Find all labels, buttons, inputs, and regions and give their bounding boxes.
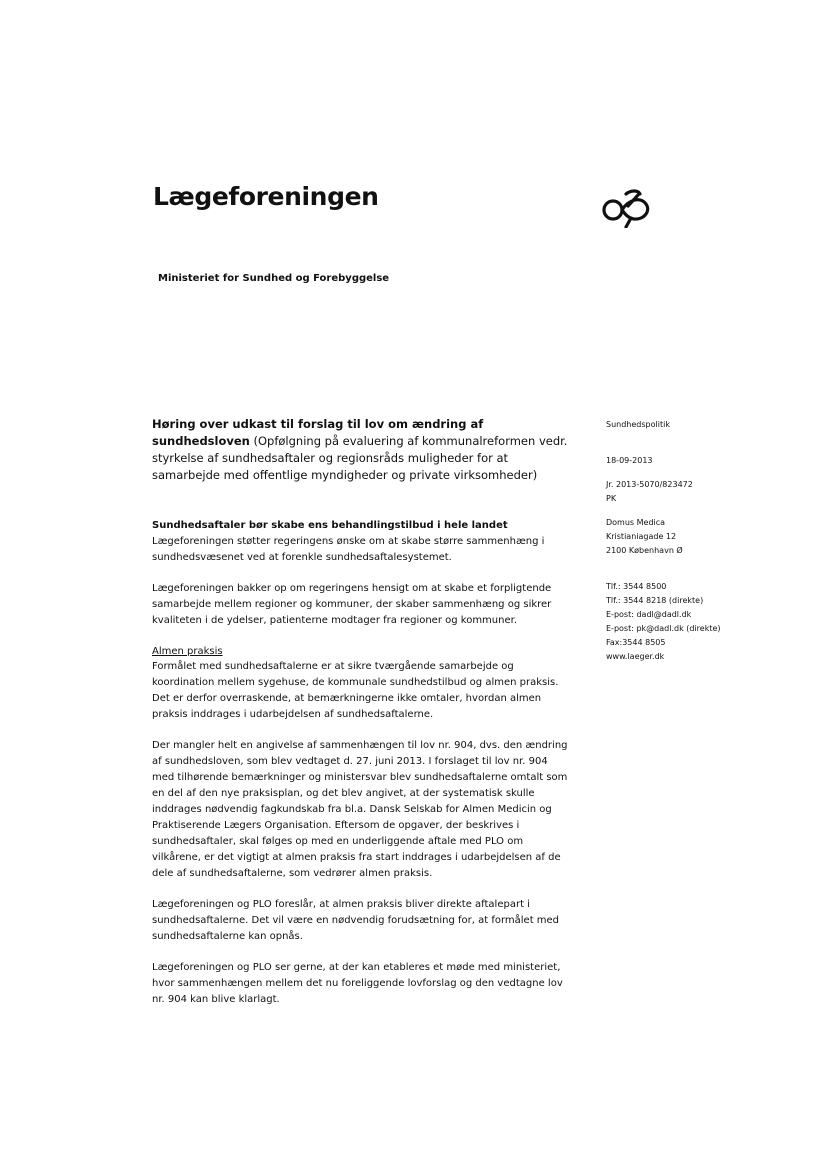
paragraph: Lægeforeningen støtter regeringens ønske om at skabe større sammenhæng i sundhedsvæsenet ved at forenkle sundhedsaftalesystemet. [152,536,545,563]
website-link[interactable]: www.laeger.dk [606,652,665,661]
sender-sidebar [606,418,736,664]
aesculapian-staff-emblem-icon [598,186,654,228]
email-main: E-post: dadl@dadl.dk [606,610,692,619]
paragraph: Der mangler helt en angivelse af sammenhængen til lov nr. 904, dvs. den ændring af sundhedsloven, som blev vedtaget d. 27. juni 2013. I forslaget til lov nr. 904 med tilhørende bemærkninger og ministersvar blev sundhedsaftalerne omtalt som en del af den nye praksisplan, og det blev angivet, at der systematisk skulle inddrages nødvendig fagkundskab fra bl.a. Dansk Selskab for Almen Medicin og Praktiserende Lægers Organisation. Eftersom de opgaver, der beskrives i sundhedsaftaler, skal følges op med en underliggende aftale med PLO om vilkårene, er det vigtigt at almen praksis fra start inddrages i udarbejdelsen af de dele af sundhedsaftalerne, som vedrører almen praksis. [152,740,568,879]
subject-title: Høring over udkast til forslag til lov om ændring af sundhedsloven [152,417,484,448]
subject-line [152,416,572,484]
address-city: 2100 København Ø [606,546,683,555]
fax-number: Fax:3544 8505 [606,638,666,647]
paragraph: Lægeforeningen og PLO ser gerne, at der kan etableres et møde med ministeriet, hvor sammenhængen mellem det nu foreliggende lovforslag og den vedtagne lov nr. 904 kan blive klarlagt. [152,962,563,1005]
letter-date: 18-09-2013 [606,456,653,465]
letter-body [152,416,572,1023]
email-direct: E-post: pk@dadl.dk (direkte) [606,624,721,633]
address-street: Kristianiagade 12 [606,532,677,541]
phone-main: Tlf.: 3544 8500 [606,582,667,591]
initials: PK [606,494,617,503]
journal-number: Jr. 2013-5070/823472 [606,480,693,489]
organization-wordmark: Lægeforeningen [153,182,379,211]
paragraph: Lægeforeningen bakker op om regeringens hensigt om at skabe et forpligtende samarbejde mellem regioner og kommuner, der skaber sammenhæng og sikrer kvaliteten i de ydelser, patienterne modtager fra regioner og kommuner. [152,583,552,626]
address-name: Domus Medica [606,518,666,527]
section-heading-almen-praksis: Almen praksis [152,646,223,657]
section-heading-sundhedsaftaler: Sundhedsaftaler bør skabe ens behandlingstilbud i hele landet [152,520,508,531]
paragraph: Formålet med sundhedsaftalerne er at sikre tværgående samarbejde og koordination mellem sygehuse, de kommunale sundhedstilbud og almen praksis. Det er derfor overraskende, at bemærkningerne ikke omtaler, hvordan almen praksis inddrages i udarbejdelsen af sundhedsaftalerne. [152,661,559,720]
subject-detail: (Opfølgning på evaluering af kommunalreformen vedr. styrkelse af sundhedsaftaler og regionsråds muligheder for at samarbejde med offentlige myndigheder og private virksomheder) [152,434,568,482]
recipient-line: Ministeriet for Sundhed og Forebyggelse [158,273,390,284]
phone-direct: Tlf.: 3544 8218 (direkte) [606,596,704,605]
paragraph: Lægeforeningen og PLO foreslår, at almen praksis bliver direkte aftalepart i sundhedsaftalerne. Det vil være en nødvendig forudsætning for, at formålet med sundhedsaftalerne kan opnås. [152,899,560,942]
department-label: Sundhedspolitik [606,420,670,429]
